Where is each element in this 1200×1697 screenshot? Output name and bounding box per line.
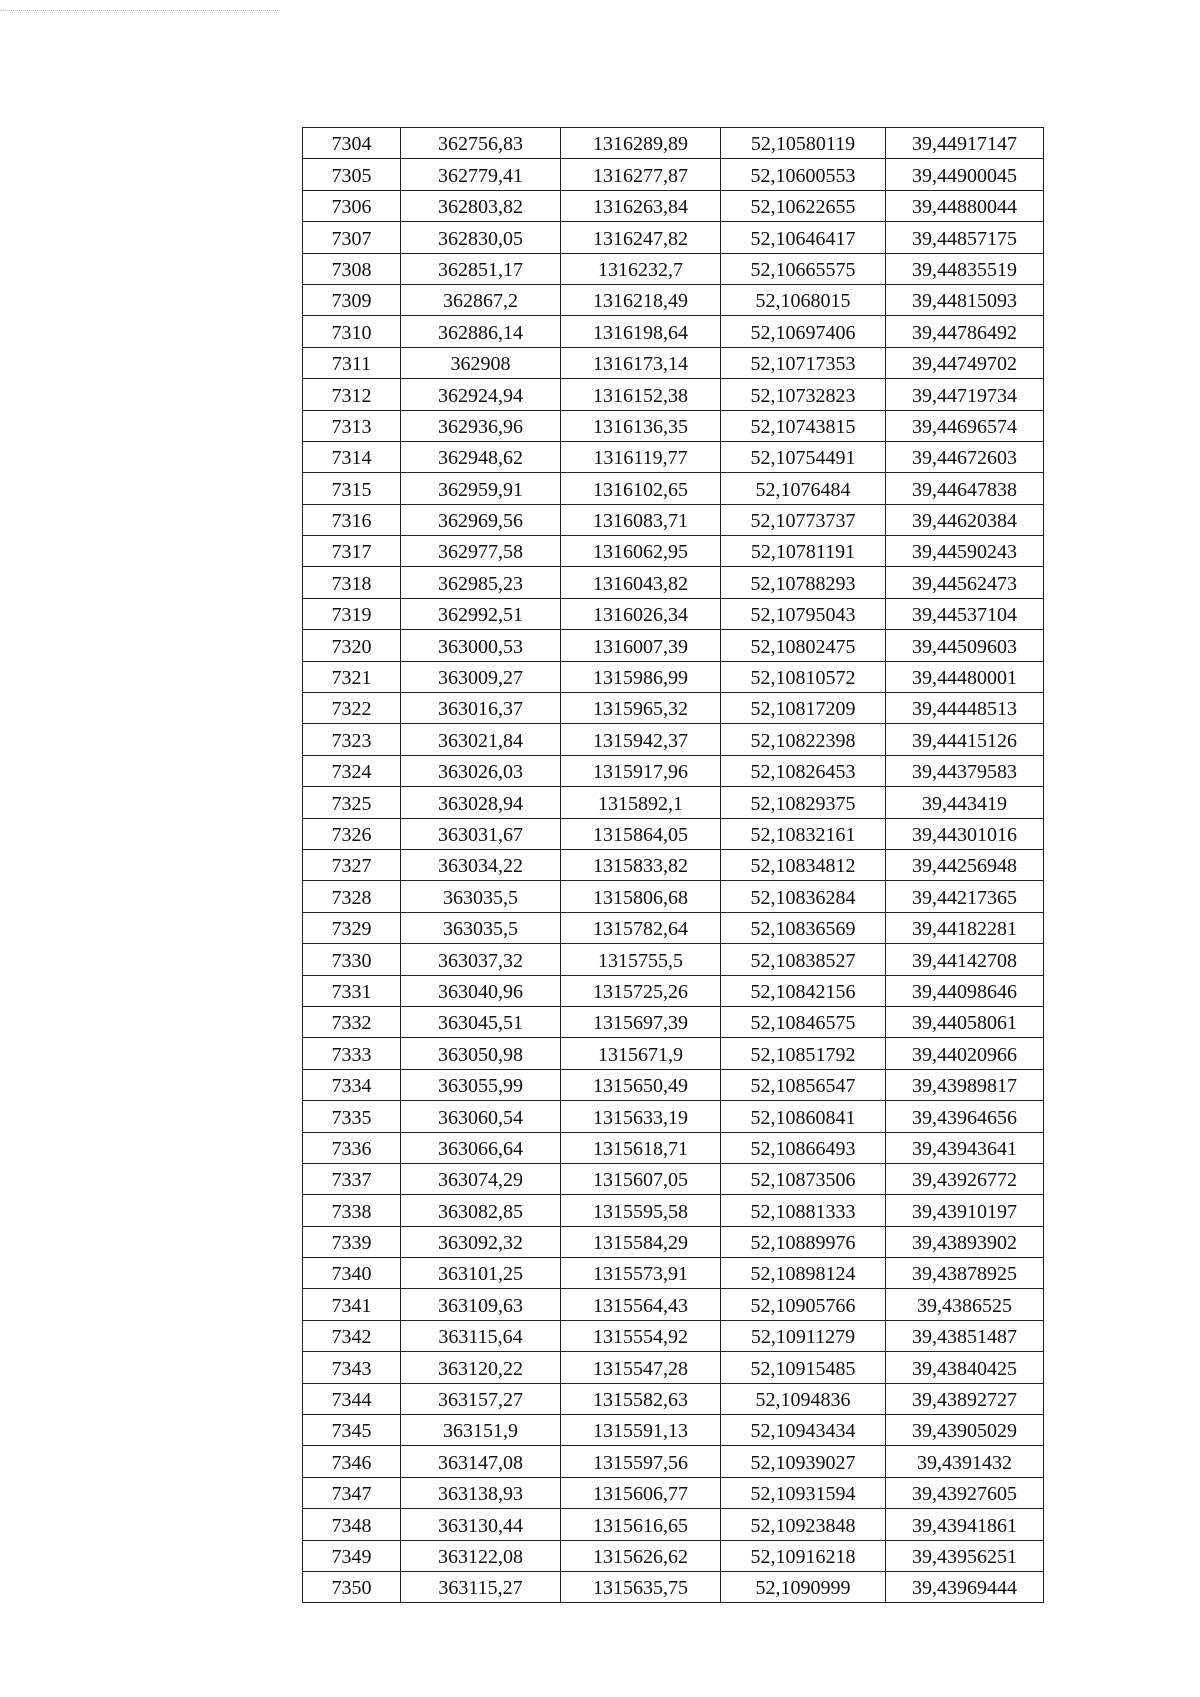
table-row — [303, 881, 1044, 912]
scan-artifact-line — [0, 10, 280, 12]
table-row — [303, 1571, 1044, 1602]
table-row — [303, 128, 1044, 159]
point-number-cell: 7324 — [303, 755, 401, 786]
x-coordinate-cell: 362830,05 — [401, 222, 561, 253]
longitude-cell: 39,44749702 — [886, 347, 1044, 378]
x-coordinate-cell: 362851,17 — [401, 253, 561, 284]
y-coordinate-cell: 1316289,89 — [561, 128, 721, 159]
point-number-cell: 7309 — [303, 284, 401, 315]
table-row — [303, 284, 1044, 315]
latitude-cell: 52,10860841 — [721, 1101, 886, 1132]
x-coordinate-cell: 362886,14 — [401, 316, 561, 347]
latitude-cell: 52,1090999 — [721, 1571, 886, 1602]
table-row — [303, 1226, 1044, 1257]
table-row — [303, 1383, 1044, 1414]
y-coordinate-cell: 1315986,99 — [561, 661, 721, 692]
x-coordinate-cell: 363050,98 — [401, 1038, 561, 1069]
point-number-cell: 7327 — [303, 849, 401, 880]
y-coordinate-cell: 1316102,65 — [561, 473, 721, 504]
point-number-cell: 7338 — [303, 1195, 401, 1226]
latitude-cell: 52,10931594 — [721, 1477, 886, 1508]
table-row — [303, 1132, 1044, 1163]
point-number-cell: 7312 — [303, 379, 401, 410]
longitude-cell: 39,44537104 — [886, 598, 1044, 629]
x-coordinate-cell: 363016,37 — [401, 693, 561, 724]
latitude-cell: 52,10781191 — [721, 536, 886, 567]
x-coordinate-cell: 362803,82 — [401, 190, 561, 221]
latitude-cell: 52,10916218 — [721, 1540, 886, 1571]
y-coordinate-cell: 1315635,75 — [561, 1571, 721, 1602]
longitude-cell: 39,43893902 — [886, 1226, 1044, 1257]
y-coordinate-cell: 1315833,82 — [561, 849, 721, 880]
y-coordinate-cell: 1316198,64 — [561, 316, 721, 347]
point-number-cell: 7330 — [303, 944, 401, 975]
x-coordinate-cell: 363028,94 — [401, 787, 561, 818]
latitude-cell: 52,10788293 — [721, 567, 886, 598]
y-coordinate-cell: 1315607,05 — [561, 1163, 721, 1194]
point-number-cell: 7325 — [303, 787, 401, 818]
point-number-cell: 7340 — [303, 1258, 401, 1289]
table-row — [303, 818, 1044, 849]
table-row — [303, 536, 1044, 567]
x-coordinate-cell: 362908 — [401, 347, 561, 378]
latitude-cell: 52,1076484 — [721, 473, 886, 504]
latitude-cell: 52,10856547 — [721, 1069, 886, 1100]
x-coordinate-cell: 362985,23 — [401, 567, 561, 598]
y-coordinate-cell: 1315618,71 — [561, 1132, 721, 1163]
x-coordinate-cell: 362867,2 — [401, 284, 561, 315]
y-coordinate-cell: 1316247,82 — [561, 222, 721, 253]
longitude-cell: 39,44301016 — [886, 818, 1044, 849]
longitude-cell: 39,44917147 — [886, 128, 1044, 159]
x-coordinate-cell: 362992,51 — [401, 598, 561, 629]
point-number-cell: 7306 — [303, 190, 401, 221]
longitude-cell: 39,43840425 — [886, 1352, 1044, 1383]
point-number-cell: 7334 — [303, 1069, 401, 1100]
longitude-cell: 39,44786492 — [886, 316, 1044, 347]
longitude-cell: 39,43910197 — [886, 1195, 1044, 1226]
table-row — [303, 222, 1044, 253]
longitude-cell: 39,44672603 — [886, 441, 1044, 472]
x-coordinate-cell: 362936,96 — [401, 410, 561, 441]
x-coordinate-cell: 362948,62 — [401, 441, 561, 472]
longitude-cell: 39,43969444 — [886, 1571, 1044, 1602]
latitude-cell: 52,10580119 — [721, 128, 886, 159]
point-number-cell: 7336 — [303, 1132, 401, 1163]
longitude-cell: 39,44900045 — [886, 159, 1044, 190]
point-number-cell: 7305 — [303, 159, 401, 190]
y-coordinate-cell: 1315584,29 — [561, 1226, 721, 1257]
latitude-cell: 52,10802475 — [721, 630, 886, 661]
latitude-cell: 52,10889976 — [721, 1226, 886, 1257]
table-row — [303, 755, 1044, 786]
table-row — [303, 944, 1044, 975]
longitude-cell: 39,44098646 — [886, 975, 1044, 1006]
latitude-cell: 52,10773737 — [721, 504, 886, 535]
latitude-cell: 52,10743815 — [721, 410, 886, 441]
longitude-cell: 39,44696574 — [886, 410, 1044, 441]
table-row — [303, 1101, 1044, 1132]
longitude-cell: 39,44480001 — [886, 661, 1044, 692]
table-row — [303, 1038, 1044, 1069]
table-row — [303, 724, 1044, 755]
longitude-cell: 39,43878925 — [886, 1258, 1044, 1289]
table-row — [303, 410, 1044, 441]
y-coordinate-cell: 1315595,58 — [561, 1195, 721, 1226]
longitude-cell: 39,4391432 — [886, 1446, 1044, 1477]
x-coordinate-cell: 363040,96 — [401, 975, 561, 1006]
table-row — [303, 693, 1044, 724]
table-row — [303, 1540, 1044, 1571]
latitude-cell: 52,10822398 — [721, 724, 886, 755]
x-coordinate-cell: 363035,5 — [401, 912, 561, 943]
y-coordinate-cell: 1315697,39 — [561, 1006, 721, 1037]
x-coordinate-cell: 363055,99 — [401, 1069, 561, 1100]
x-coordinate-cell: 363122,08 — [401, 1540, 561, 1571]
point-number-cell: 7310 — [303, 316, 401, 347]
table-row — [303, 1446, 1044, 1477]
latitude-cell: 52,10826453 — [721, 755, 886, 786]
table-row — [303, 316, 1044, 347]
table-row — [303, 1006, 1044, 1037]
longitude-cell: 39,44835519 — [886, 253, 1044, 284]
y-coordinate-cell: 1315942,37 — [561, 724, 721, 755]
point-number-cell: 7311 — [303, 347, 401, 378]
x-coordinate-cell: 363157,27 — [401, 1383, 561, 1414]
point-number-cell: 7321 — [303, 661, 401, 692]
coordinates-table — [302, 127, 1044, 1603]
table-row — [303, 1195, 1044, 1226]
x-coordinate-cell: 363074,29 — [401, 1163, 561, 1194]
y-coordinate-cell: 1315917,96 — [561, 755, 721, 786]
longitude-cell: 39,4386525 — [886, 1289, 1044, 1320]
y-coordinate-cell: 1315626,62 — [561, 1540, 721, 1571]
y-coordinate-cell: 1316263,84 — [561, 190, 721, 221]
longitude-cell: 39,44182281 — [886, 912, 1044, 943]
x-coordinate-cell: 362779,41 — [401, 159, 561, 190]
point-number-cell: 7333 — [303, 1038, 401, 1069]
longitude-cell: 39,44256948 — [886, 849, 1044, 880]
table-row — [303, 473, 1044, 504]
longitude-cell: 39,44509603 — [886, 630, 1044, 661]
x-coordinate-cell: 363101,25 — [401, 1258, 561, 1289]
x-coordinate-cell: 363031,67 — [401, 818, 561, 849]
y-coordinate-cell: 1316007,39 — [561, 630, 721, 661]
longitude-cell: 39,43943641 — [886, 1132, 1044, 1163]
longitude-cell: 39,44620384 — [886, 504, 1044, 535]
longitude-cell: 39,44815093 — [886, 284, 1044, 315]
x-coordinate-cell: 363060,54 — [401, 1101, 561, 1132]
y-coordinate-cell: 1315650,49 — [561, 1069, 721, 1100]
point-number-cell: 7314 — [303, 441, 401, 472]
latitude-cell: 52,10754491 — [721, 441, 886, 472]
point-number-cell: 7344 — [303, 1383, 401, 1414]
point-number-cell: 7322 — [303, 693, 401, 724]
x-coordinate-cell: 363035,5 — [401, 881, 561, 912]
y-coordinate-cell: 1315892,1 — [561, 787, 721, 818]
y-coordinate-cell: 1316218,49 — [561, 284, 721, 315]
table-row — [303, 379, 1044, 410]
point-number-cell: 7335 — [303, 1101, 401, 1132]
point-number-cell: 7348 — [303, 1509, 401, 1540]
x-coordinate-cell: 363130,44 — [401, 1509, 561, 1540]
x-coordinate-cell: 363109,63 — [401, 1289, 561, 1320]
x-coordinate-cell: 363092,32 — [401, 1226, 561, 1257]
table-row — [303, 661, 1044, 692]
longitude-cell: 39,43905029 — [886, 1415, 1044, 1446]
y-coordinate-cell: 1315616,65 — [561, 1509, 721, 1540]
point-number-cell: 7339 — [303, 1226, 401, 1257]
y-coordinate-cell: 1315606,77 — [561, 1477, 721, 1508]
table-row — [303, 1415, 1044, 1446]
latitude-cell: 52,10905766 — [721, 1289, 886, 1320]
table-row — [303, 598, 1044, 629]
x-coordinate-cell: 363147,08 — [401, 1446, 561, 1477]
latitude-cell: 52,10836284 — [721, 881, 886, 912]
point-number-cell: 7349 — [303, 1540, 401, 1571]
longitude-cell: 39,43989817 — [886, 1069, 1044, 1100]
point-number-cell: 7350 — [303, 1571, 401, 1602]
table-row — [303, 1509, 1044, 1540]
point-number-cell: 7308 — [303, 253, 401, 284]
x-coordinate-cell: 363037,32 — [401, 944, 561, 975]
latitude-cell: 52,10600553 — [721, 159, 886, 190]
table-row — [303, 849, 1044, 880]
latitude-cell: 52,10851792 — [721, 1038, 886, 1069]
point-number-cell: 7318 — [303, 567, 401, 598]
latitude-cell: 52,10881333 — [721, 1195, 886, 1226]
point-number-cell: 7345 — [303, 1415, 401, 1446]
x-coordinate-cell: 363026,03 — [401, 755, 561, 786]
y-coordinate-cell: 1316173,14 — [561, 347, 721, 378]
latitude-cell: 52,10838527 — [721, 944, 886, 975]
table-row — [303, 1320, 1044, 1351]
y-coordinate-cell: 1316043,82 — [561, 567, 721, 598]
table-row — [303, 504, 1044, 535]
point-number-cell: 7346 — [303, 1446, 401, 1477]
latitude-cell: 52,10866493 — [721, 1132, 886, 1163]
latitude-cell: 52,10622655 — [721, 190, 886, 221]
table-row — [303, 253, 1044, 284]
table-row — [303, 912, 1044, 943]
x-coordinate-cell: 363066,64 — [401, 1132, 561, 1163]
point-number-cell: 7307 — [303, 222, 401, 253]
y-coordinate-cell: 1315591,13 — [561, 1415, 721, 1446]
point-number-cell: 7317 — [303, 536, 401, 567]
table-row — [303, 347, 1044, 378]
latitude-cell: 52,10834812 — [721, 849, 886, 880]
y-coordinate-cell: 1316152,38 — [561, 379, 721, 410]
x-coordinate-cell: 363034,22 — [401, 849, 561, 880]
table-row — [303, 159, 1044, 190]
point-number-cell: 7341 — [303, 1289, 401, 1320]
longitude-cell: 39,443419 — [886, 787, 1044, 818]
latitude-cell: 52,10795043 — [721, 598, 886, 629]
latitude-cell: 52,1068015 — [721, 284, 886, 315]
y-coordinate-cell: 1316026,34 — [561, 598, 721, 629]
longitude-cell: 39,43892727 — [886, 1383, 1044, 1414]
point-number-cell: 7320 — [303, 630, 401, 661]
latitude-cell: 52,10898124 — [721, 1258, 886, 1289]
longitude-cell: 39,44857175 — [886, 222, 1044, 253]
point-number-cell: 7323 — [303, 724, 401, 755]
latitude-cell: 52,10873506 — [721, 1163, 886, 1194]
x-coordinate-cell: 363045,51 — [401, 1006, 561, 1037]
x-coordinate-cell: 363082,85 — [401, 1195, 561, 1226]
x-coordinate-cell: 362959,91 — [401, 473, 561, 504]
table-row — [303, 1477, 1044, 1508]
point-number-cell: 7332 — [303, 1006, 401, 1037]
y-coordinate-cell: 1316136,35 — [561, 410, 721, 441]
latitude-cell: 52,10832161 — [721, 818, 886, 849]
y-coordinate-cell: 1315671,9 — [561, 1038, 721, 1069]
longitude-cell: 39,44142708 — [886, 944, 1044, 975]
point-number-cell: 7337 — [303, 1163, 401, 1194]
x-coordinate-cell: 363138,93 — [401, 1477, 561, 1508]
x-coordinate-cell: 363120,22 — [401, 1352, 561, 1383]
x-coordinate-cell: 363000,53 — [401, 630, 561, 661]
table-row — [303, 787, 1044, 818]
longitude-cell: 39,43941861 — [886, 1509, 1044, 1540]
table-row — [303, 1069, 1044, 1100]
table-row — [303, 630, 1044, 661]
y-coordinate-cell: 1315597,56 — [561, 1446, 721, 1477]
table-row — [303, 1258, 1044, 1289]
y-coordinate-cell: 1315582,63 — [561, 1383, 721, 1414]
y-coordinate-cell: 1315564,43 — [561, 1289, 721, 1320]
x-coordinate-cell: 362756,83 — [401, 128, 561, 159]
y-coordinate-cell: 1316277,87 — [561, 159, 721, 190]
longitude-cell: 39,43927605 — [886, 1477, 1044, 1508]
longitude-cell: 39,44020966 — [886, 1038, 1044, 1069]
x-coordinate-cell: 363021,84 — [401, 724, 561, 755]
coordinates-table-body — [303, 128, 1044, 1603]
y-coordinate-cell: 1315782,64 — [561, 912, 721, 943]
longitude-cell: 39,44562473 — [886, 567, 1044, 598]
longitude-cell: 39,44217365 — [886, 881, 1044, 912]
latitude-cell: 52,10846575 — [721, 1006, 886, 1037]
y-coordinate-cell: 1315633,19 — [561, 1101, 721, 1132]
x-coordinate-cell: 363115,64 — [401, 1320, 561, 1351]
latitude-cell: 52,10732823 — [721, 379, 886, 410]
latitude-cell: 52,10939027 — [721, 1446, 886, 1477]
latitude-cell: 52,10817209 — [721, 693, 886, 724]
latitude-cell: 52,10836569 — [721, 912, 886, 943]
y-coordinate-cell: 1315806,68 — [561, 881, 721, 912]
point-number-cell: 7315 — [303, 473, 401, 504]
longitude-cell: 39,43926772 — [886, 1163, 1044, 1194]
latitude-cell: 52,10915485 — [721, 1352, 886, 1383]
longitude-cell: 39,44379583 — [886, 755, 1044, 786]
x-coordinate-cell: 363115,27 — [401, 1571, 561, 1602]
x-coordinate-cell: 362977,58 — [401, 536, 561, 567]
longitude-cell: 39,44647838 — [886, 473, 1044, 504]
x-coordinate-cell: 363151,9 — [401, 1415, 561, 1446]
latitude-cell: 52,10646417 — [721, 222, 886, 253]
point-number-cell: 7313 — [303, 410, 401, 441]
point-number-cell: 7326 — [303, 818, 401, 849]
x-coordinate-cell: 362924,94 — [401, 379, 561, 410]
longitude-cell: 39,43851487 — [886, 1320, 1044, 1351]
table-row — [303, 1289, 1044, 1320]
y-coordinate-cell: 1315755,5 — [561, 944, 721, 975]
table-row — [303, 567, 1044, 598]
longitude-cell: 39,44058061 — [886, 1006, 1044, 1037]
y-coordinate-cell: 1315554,92 — [561, 1320, 721, 1351]
point-number-cell: 7328 — [303, 881, 401, 912]
longitude-cell: 39,44719734 — [886, 379, 1044, 410]
point-number-cell: 7347 — [303, 1477, 401, 1508]
table-row — [303, 441, 1044, 472]
longitude-cell: 39,44415126 — [886, 724, 1044, 755]
y-coordinate-cell: 1315864,05 — [561, 818, 721, 849]
latitude-cell: 52,10923848 — [721, 1509, 886, 1540]
y-coordinate-cell: 1315573,91 — [561, 1258, 721, 1289]
latitude-cell: 52,10810572 — [721, 661, 886, 692]
point-number-cell: 7331 — [303, 975, 401, 1006]
longitude-cell: 39,44880044 — [886, 190, 1044, 221]
y-coordinate-cell: 1315965,32 — [561, 693, 721, 724]
longitude-cell: 39,43956251 — [886, 1540, 1044, 1571]
latitude-cell: 52,1094836 — [721, 1383, 886, 1414]
latitude-cell: 52,10829375 — [721, 787, 886, 818]
table-row — [303, 1163, 1044, 1194]
latitude-cell: 52,10943434 — [721, 1415, 886, 1446]
y-coordinate-cell: 1315725,26 — [561, 975, 721, 1006]
latitude-cell: 52,10717353 — [721, 347, 886, 378]
latitude-cell: 52,10911279 — [721, 1320, 886, 1351]
latitude-cell: 52,10842156 — [721, 975, 886, 1006]
y-coordinate-cell: 1316083,71 — [561, 504, 721, 535]
longitude-cell: 39,44590243 — [886, 536, 1044, 567]
point-number-cell: 7342 — [303, 1320, 401, 1351]
latitude-cell: 52,10665575 — [721, 253, 886, 284]
point-number-cell: 7304 — [303, 128, 401, 159]
point-number-cell: 7329 — [303, 912, 401, 943]
latitude-cell: 52,10697406 — [721, 316, 886, 347]
point-number-cell: 7319 — [303, 598, 401, 629]
longitude-cell: 39,43964656 — [886, 1101, 1044, 1132]
longitude-cell: 39,44448513 — [886, 693, 1044, 724]
y-coordinate-cell: 1315547,28 — [561, 1352, 721, 1383]
point-number-cell: 7316 — [303, 504, 401, 535]
point-number-cell: 7343 — [303, 1352, 401, 1383]
y-coordinate-cell: 1316062,95 — [561, 536, 721, 567]
table-row — [303, 190, 1044, 221]
x-coordinate-cell: 362969,56 — [401, 504, 561, 535]
x-coordinate-cell: 363009,27 — [401, 661, 561, 692]
table-row — [303, 975, 1044, 1006]
y-coordinate-cell: 1316119,77 — [561, 441, 721, 472]
table-row — [303, 1352, 1044, 1383]
y-coordinate-cell: 1316232,7 — [561, 253, 721, 284]
